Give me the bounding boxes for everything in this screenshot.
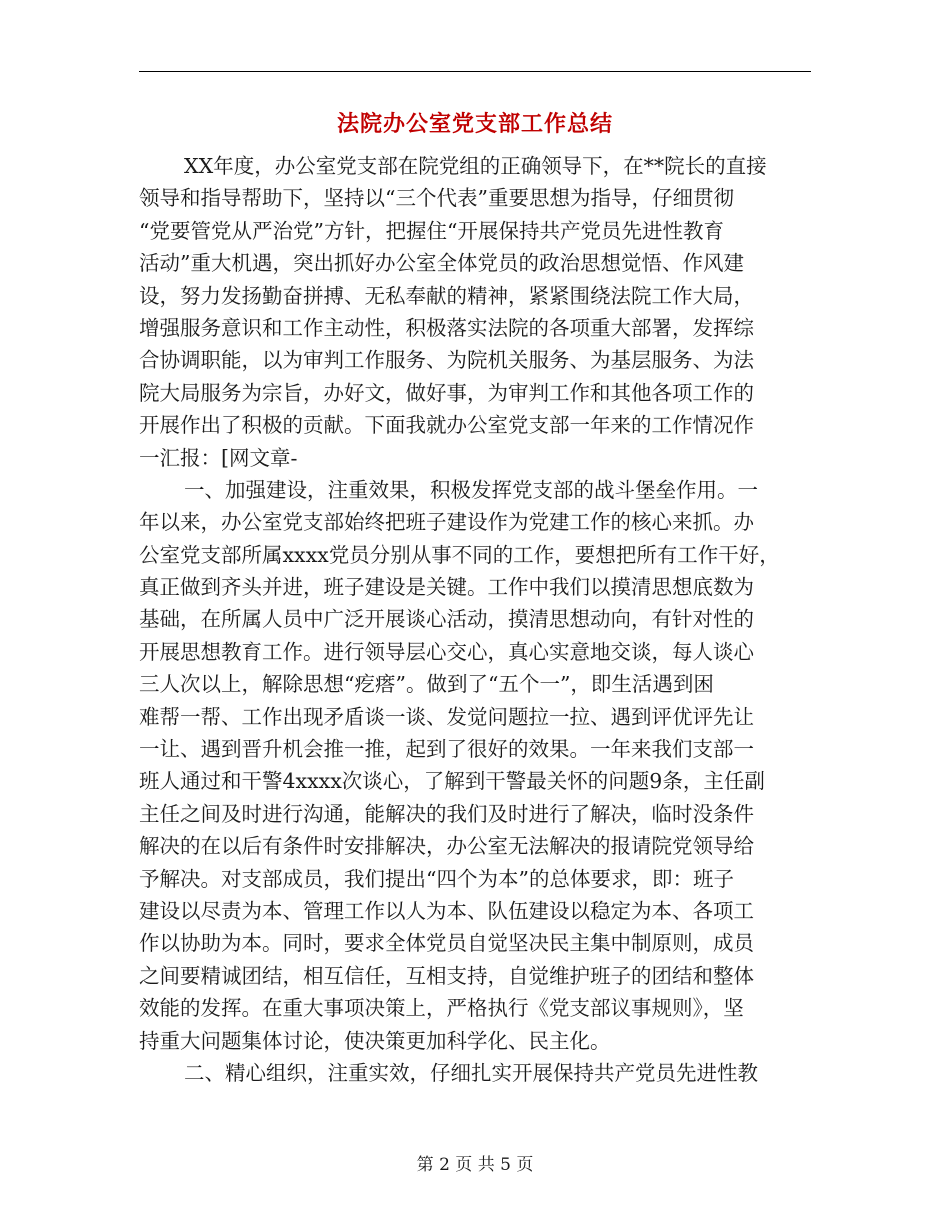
- paragraph-line: 一让、遇到晋升机会推一推，起到了很好的效果。一年来我们支部一: [139, 737, 754, 762]
- paragraph-line: 基础，在所属人员中广泛开展谈心活动，摸清思想动向，有针对性的: [139, 607, 754, 632]
- paragraph-line: 活动”重大机遇，突出抓好办公室全体党员的政治思想觉悟、作风建: [139, 251, 744, 276]
- paragraph-line: 设，努力发扬勤奋拼搏、无私奉献的精神，紧紧围绕法院工作大局，: [139, 283, 754, 308]
- paragraph-line: 解决的在以后有条件时安排解决，办公室无法解决的报请院党领导给: [139, 834, 754, 859]
- header-rule: [139, 71, 811, 72]
- paragraph-line: 三人次以上，解除思想“疙瘩”。做到了“五个一”，即生活遇到困: [139, 672, 714, 697]
- paragraph-line: 领导和指导帮助下，坚持以“三个代表”重要思想为指导，仔细贯彻: [139, 186, 734, 211]
- paragraph-line: 之间要精诚团结，相互信任，互相支持，自觉维护班子的团结和整体: [139, 963, 754, 988]
- paragraph-line: 一、加强建设，注重效果，积极发挥党支部的战斗堡垒作用。一: [184, 477, 758, 502]
- paragraph-line: 院大局服务为宗旨，办好文，做好事，为审判工作和其他各项工作的: [139, 380, 754, 405]
- paragraph-line: 真正做到齐头并进，班子建设是关键。工作中我们以摸清思想底数为: [139, 575, 754, 600]
- paragraph-line: 班人通过和干警4xxxx次谈心，了解到干警最关怀的问题9条，主任副: [139, 769, 765, 794]
- paragraph-line: 建设以尽责为本、管理工作以人为本、队伍建设以稳定为本、各项工: [139, 898, 754, 923]
- paragraph-line: 一汇报：[网文章-: [139, 445, 298, 470]
- paragraph-line: 作以协助为本。同时，要求全体党员自觉坚决民主集中制原则，成员: [139, 931, 754, 956]
- paragraph-line: 二、精心组织，注重实效，仔细扎实开展保持共产党员先进性教: [184, 1060, 758, 1085]
- document-body: [139, 150, 811, 1089]
- paragraph-line: 难帮一帮、工作出现矛盾谈一谈、发觉问题拉一拉、遇到评优评先让: [139, 704, 754, 729]
- paragraph-line: 增强服务意识和工作主动性，积极落实法院的各项重大部署，发挥综: [139, 315, 754, 340]
- paragraph-line: 合协调职能，以为审判工作服务、为院机关服务、为基层服务、为法: [139, 348, 754, 373]
- paragraph-line: 开展思想教育工作。进行领导层心交心，真心实意地交谈，每人谈心: [139, 639, 754, 664]
- paragraph-line: 持重大问题集体讨论，使决策更加科学化、民主化。: [139, 1028, 611, 1053]
- paragraph-line: 主任之间及时进行沟通，能解决的我们及时进行了解决，临时没条件: [139, 801, 754, 826]
- paragraph-line: 效能的发挥。在重大事项决策上，严格执行《党支部议事规则》，坚: [139, 996, 744, 1021]
- page-number: 第 2 页 共 5 页: [416, 1155, 534, 1175]
- paragraph-line: 开展作出了积极的贡献。下面我就办公室党支部一年来的工作情况作: [139, 413, 754, 438]
- paragraph-line: 公室党支部所属xxxx党员分别从事不同的工作，要想把所有工作干好，: [139, 542, 780, 567]
- paragraph-line: 年以来，办公室党支部始终把班子建设作为党建工作的核心来抓。办: [139, 510, 754, 535]
- paragraph-line: 予解决。对支部成员，我们提出“四个为本”的总体要求，即：班子: [139, 866, 734, 891]
- paragraph-line: XX年度，办公室党支部在院党组的正确领导下，在**院长的直接: [184, 154, 767, 178]
- paragraph-line: “党要管党从严治党”方针，把握住“开展保持共产党员先进性教育: [139, 218, 724, 243]
- document-title: 法院办公室党支部工作总结: [336, 112, 613, 137]
